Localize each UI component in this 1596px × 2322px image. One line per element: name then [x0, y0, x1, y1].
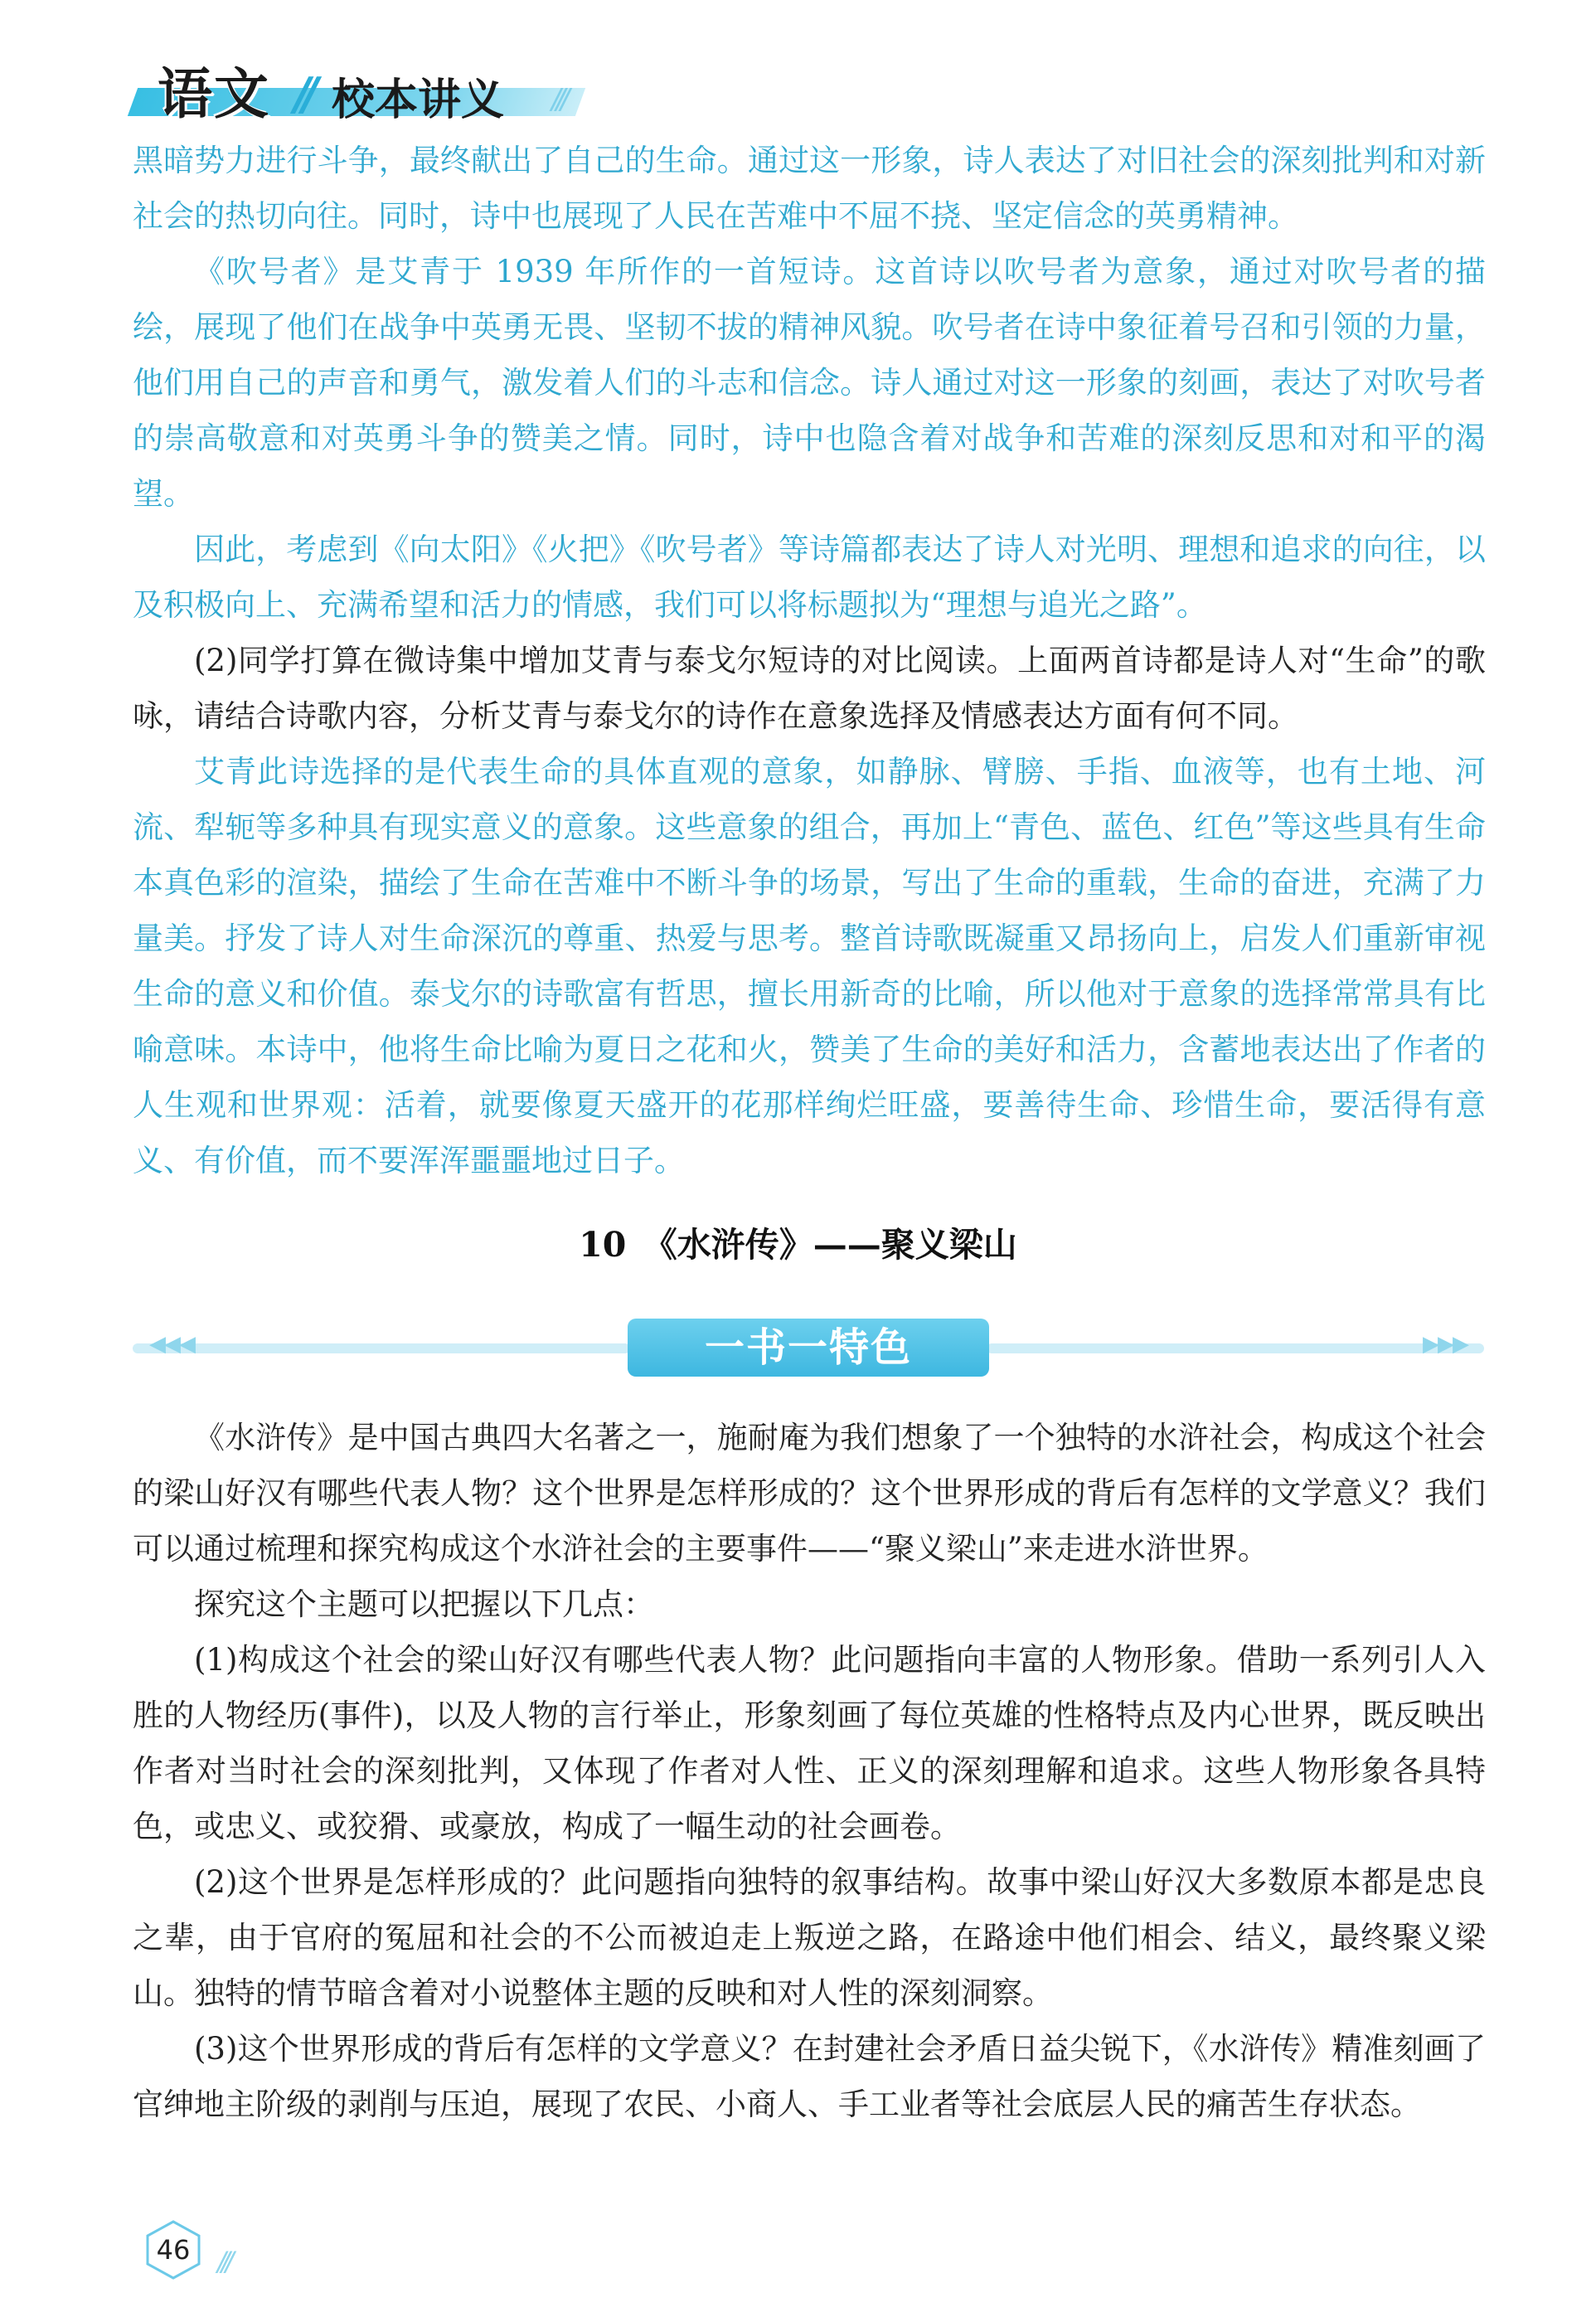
question-2: (2)同学打算在微诗集中增加艾青与泰戈尔短诗的对比阅读。上面两首诗都是诗人对“生命”的歌咏，请结合诗歌内容，分析艾青与泰戈尔的诗作在意象选择及情感表达方面有何不同。 — [133, 643, 1486, 734]
answer-paragraph: 《吹号者》是艾青于 1939 年所作的一首短诗。这首诗以吹号者为意象，通过对吹号者的描绘，展现了他们在战争中英勇无畏、坚韧不拔的精神风貌。吹号者在诗中象征着号召和引领的力量，他们用自己的声音和勇气，激发着人们的斗志和信念。诗人通过对这一形象的刻画，表达了对吹号者的崇高敬意和对英勇斗争的赞美之情。同时，诗中也隐含着对战争和苦难的深刻反思和对和平的渴望。 — [133, 254, 1486, 512]
intro-block — [133, 1410, 1486, 2132]
section-title: 10 《水浒传》——聚义梁山 — [579, 1225, 1017, 1265]
body-paragraph: 《水浒传》是中国古典四大名著之一，施耐庵为我们想象了一个独特的水浒社会，构成这个社会的梁山好汉有哪些代表人物？这个世界是怎样形成的？这个世界形成的背后有怎样的文学意义？我们可以通过梳理和探究构成这个水浒社会的主要事件——“聚义梁山”来走进水浒世界。 — [133, 1420, 1486, 1567]
answer-paragraph: 因此，考虑到《向太阳》《火把》《吹号者》等诗篇都表达了诗人对光明、理想和追求的向往，以及积极向上、充满希望和活力的情感，我们可以将标题拟为“理想与追光之路”。 — [133, 532, 1486, 623]
section-banner — [133, 1319, 1484, 1377]
body-paragraph: 探究这个主题可以把握以下几点： — [194, 1586, 654, 1622]
banner-label: 一书一特色 — [628, 1319, 989, 1377]
page-header — [124, 50, 589, 124]
answer-paragraph: 黑暗势力进行斗争，最终献出了自己的生命。通过这一形象，诗人表达了对旧社会的深刻批判和对新社会的热切向往。同时，诗中也展现了人民在苦难中不屈不挠、坚定信念的英勇精神。 — [133, 143, 1486, 234]
page-number: 46 — [156, 2234, 191, 2266]
header-title: 校本讲义 — [332, 75, 505, 125]
header-slash-decoration: // — [294, 68, 311, 120]
page-slash-decoration: /// — [217, 2246, 230, 2277]
body-paragraph: (1)构成这个社会的梁山好汉有哪些代表人物？此问题指向丰富的人物形象。借助一系列引人入胜的人物经历(事件)，以及人物的言行举止，形象刻画了每位英雄的性格特点及内心世界，既反映出作者对当时社会的深刻批判，又体现了作者对人性、正义的深刻理解和追求。这些人物形象各具特色，或忠义、或狡猾、或豪放，构成了一幅生动的社会画卷。 — [133, 1642, 1486, 1844]
answer-2: 艾青此诗选择的是代表生命的具体直观的意象，如静脉、臂膀、手指、血液等，也有土地、河流、犁轭等多种具有现实意义的意象。这些意象的组合，再加上“青色、蓝色、红色”等这些具有生命本真色彩的渲染，描绘了生命在苦难中不断斗争的场景，写出了生命的重载，生命的奋进，充满了力量美。抒发了诗人对生命深沉的尊重、热爱与思考。整首诗歌既凝重又昂扬向上，启发人们重新审视生命的意义和价值。泰戈尔的诗歌富有哲思，擅长用新奇的比喻，所以他对于意象的选择常常具有比喻意味。本诗中，他将生命比喻为夏日之花和火，赞美了生命的美好和活力，含蓄地表达出了作者的人生观和世界观：活着，就要像夏天盛开的花那样绚烂旺盛，要善待生命、珍惜生命，要活得有意义、有价值，而不要浑浑噩噩地过日子。 — [133, 754, 1486, 1178]
banner-line-right — [987, 1343, 1484, 1353]
answer-block-1 — [133, 133, 1486, 1188]
header-subject: 语文 — [158, 62, 270, 126]
right-arrows-icon: ▶▶▶ — [1423, 1332, 1467, 1357]
body-paragraph: (2)这个世界是怎样形成的？此问题指向独特的叙事结构。故事中梁山好汉大多数原本都是忠良之辈，由于官府的冤屈和社会的不公而被迫走上叛逆之路，在路途中他们相会、结义，最终聚义梁山。独特的情节暗含着对小说整体主题的反映和对人性的深刻洞察。 — [133, 1864, 1486, 2011]
page-number-badge — [143, 2219, 204, 2281]
banner-line-left — [133, 1343, 630, 1353]
body-paragraph: (3)这个世界形成的背后有怎样的文学意义？在封建社会矛盾日益尖锐下，《水浒传》精准刻画了官绅地主阶级的剥削与压迫，展现了农民、小商人、手工业者等社会底层人民的痛苦生存状态。 — [133, 2031, 1486, 2122]
left-arrows-icon: ◀◀◀ — [149, 1332, 194, 1357]
header-slash-decoration-2: /// — [551, 83, 565, 116]
